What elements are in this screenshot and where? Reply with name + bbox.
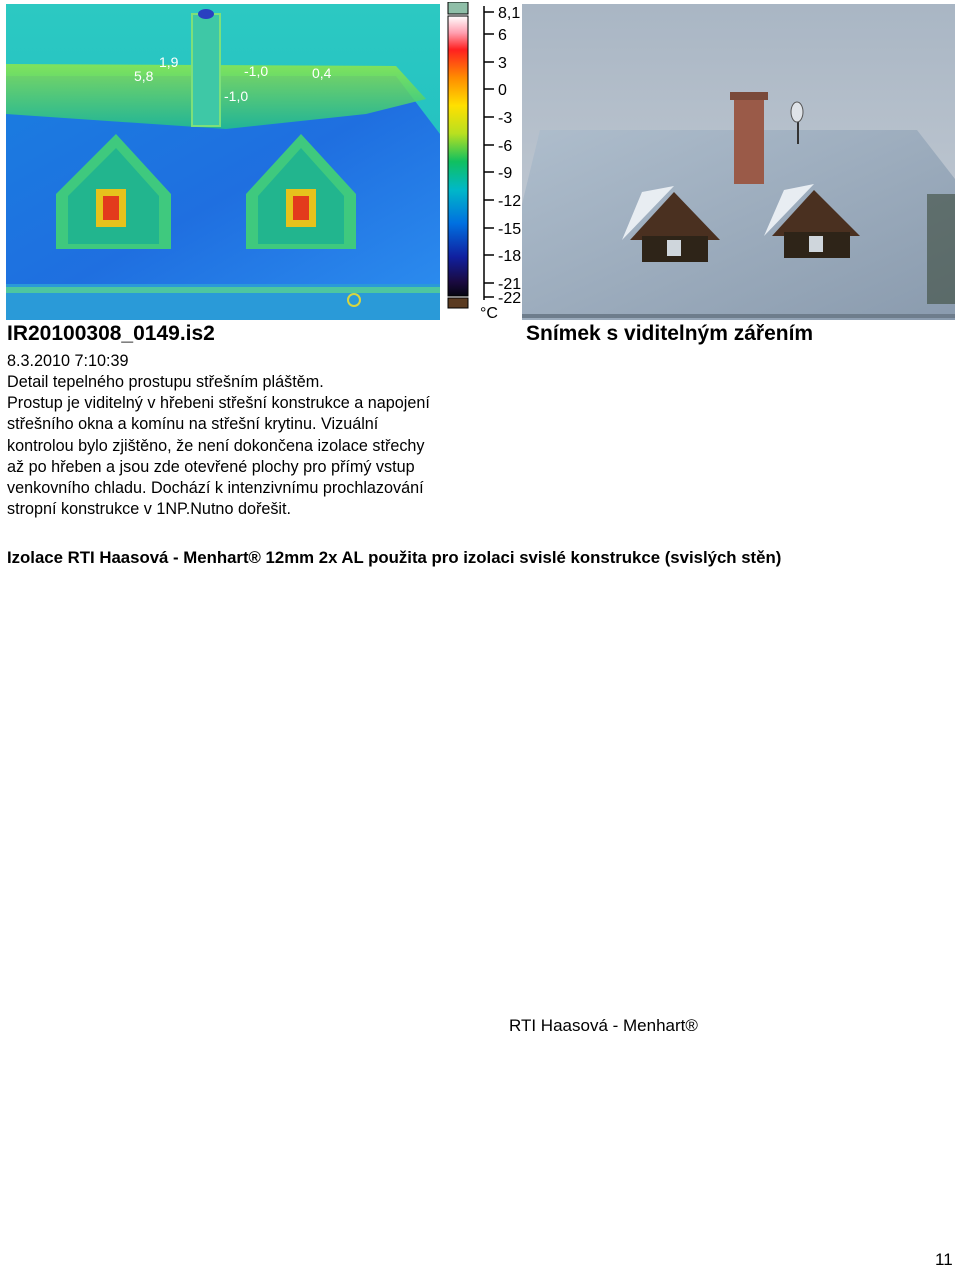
- description-line: kontrolou bylo zjištěno, že není dokončena izolace střechy: [7, 436, 425, 455]
- spot-reading-1: 1,9: [159, 54, 179, 70]
- scale-tick-label: 0: [498, 82, 507, 99]
- scale-tick-label: -6: [498, 138, 513, 155]
- temperature-color-scale: [444, 2, 472, 310]
- scale-tick-label: -18: [498, 248, 522, 265]
- visible-light-photo: [522, 4, 955, 320]
- spot-reading-5: -1,0: [224, 88, 249, 104]
- spot-reading-3: -1,0: [244, 63, 269, 79]
- capture-date: 8.3.2010 7:10:39: [7, 352, 129, 370]
- page-number: 11: [935, 1250, 953, 1269]
- scale-tick-label: -9: [498, 165, 513, 182]
- scale-tick-label: -12: [498, 193, 522, 210]
- description-line: Prostup je viditelný v hřebeni střešní konstrukce a napojení: [7, 394, 430, 413]
- description-line: střešního okna a komínu na střešní krytinu. Vizuální: [7, 415, 379, 434]
- description-line: venkovního chladu. Dochází k intenzivnímu prochlazování: [7, 479, 424, 498]
- description-line: až po hřeben a jsou zde otevřené plochy pro přímý vstup: [7, 457, 415, 476]
- temperature-scale-labels: [478, 0, 524, 320]
- scale-tick-label: -3: [498, 110, 513, 127]
- scale-unit: °C: [480, 305, 498, 320]
- spot-reading-4: 0,4: [312, 65, 332, 81]
- scale-tick-label: -21: [498, 276, 522, 293]
- scale-tick-label: -15: [498, 221, 522, 238]
- visible-photo-title: Snímek s viditelným zářením: [526, 322, 814, 345]
- scale-tick-label: -22: [498, 290, 522, 307]
- product-caption: RTI Haasová - Menhart®: [509, 1016, 698, 1035]
- spot-reading-2: 5,8: [134, 68, 154, 84]
- description-line: Detail tepelného prostupu střešním pláštěm.: [7, 373, 324, 391]
- scale-tick-label: 3: [498, 55, 507, 72]
- scale-tick-label: 6: [498, 27, 507, 44]
- thermal-image: [6, 4, 440, 320]
- insulation-heading: Izolace RTI Haasová - Menhart® 12mm 2x AL použita pro izolaci svislé konstrukce (svislých stěn): [7, 548, 782, 567]
- description: [7, 372, 430, 520]
- file-name: IR20100308_0149.is2: [7, 322, 215, 345]
- description-line: stropní konstrukce v 1NP.Nutno dořešit.: [7, 500, 292, 519]
- scale-tick-label: 8,1: [498, 5, 521, 22]
